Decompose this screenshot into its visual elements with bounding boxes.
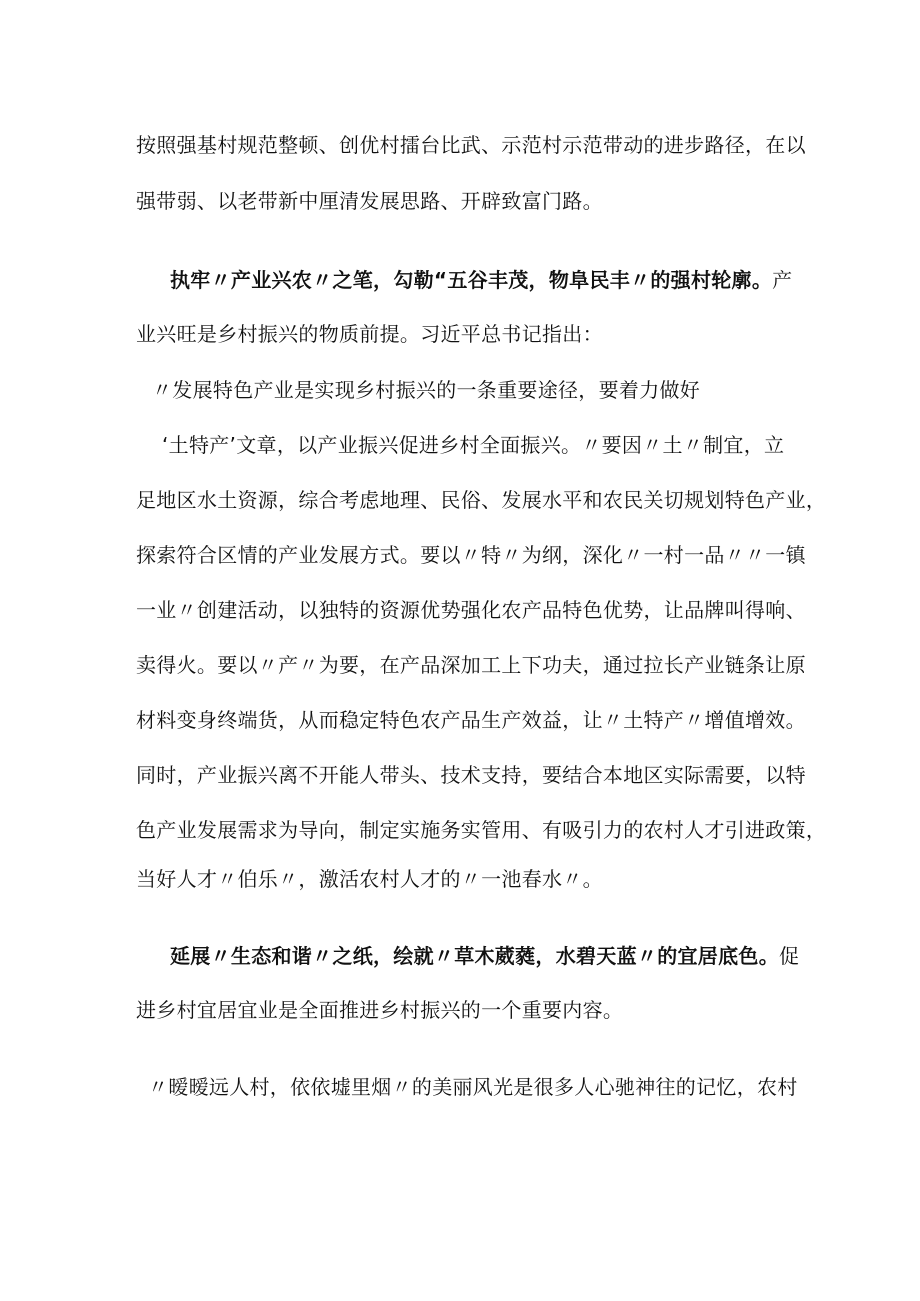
section-heading-line bbox=[170, 942, 799, 970]
paragraph-line: 同时，产业振兴离不开能人带头、技术支持，要结合本地区实际需要，以特 bbox=[136, 763, 806, 787]
paragraph-line: 材料变身终端货，从而稳定特色农产品生产效益，让〃土特产〃增值增效。 bbox=[136, 708, 806, 732]
paragraph-line: ‘土特产’文章，以产业振兴促进乡村全面振兴。〃要因〃土〃制宜，立 bbox=[162, 433, 785, 457]
heading-tail-text: 产 bbox=[772, 268, 793, 292]
paragraph-line: 足地区水土资源，综合考虑地理、民俗、发展水平和农民关切规划特色产业， bbox=[136, 488, 827, 512]
paragraph-line: 按照强基村规范整顿、创优村擂台比武、示范村示范带动的进步路径，在以 bbox=[136, 133, 806, 157]
section-heading: 延展〃生态和谐〃之纸，绘就〃草木葳蕤，水碧天蓝〃的宜居底色。 bbox=[170, 944, 779, 968]
paragraph-line: 当好人才〃伯乐〃，激活农村人才的〃一池春水〃。 bbox=[136, 867, 603, 891]
section-heading-line bbox=[170, 266, 792, 294]
paragraph-line: 强带弱、以老带新中厘清发展思路、开辟致富门路。 bbox=[136, 189, 603, 213]
heading-tail-text: 促 bbox=[779, 944, 800, 968]
paragraph-line: 业兴旺是乡村振兴的物质前提。习近平总书记指出： bbox=[136, 322, 603, 346]
paragraph-line: 〃发展特色产业是实现乡村振兴的一条重要途径，要着力做好 bbox=[152, 378, 701, 402]
paragraph-line: 〃暧暧远人村，依依墟里烟〃的美丽风光是很多人心驰神往的记忆，农村 bbox=[148, 1075, 798, 1099]
paragraph-line: 卖得火。要以〃产〃为要，在产品深加工上下功夫，通过拉长产业链条让原 bbox=[136, 653, 806, 677]
paragraph-line: 进乡村宜居宜业是全面推进乡村振兴的一个重要内容。 bbox=[136, 998, 624, 1022]
paragraph-line: 色产业发展需求为导向，制定实施务实管用、有吸引力的农村人才引进政策， bbox=[136, 818, 827, 842]
paragraph-line: 探索符合区情的产业发展方式。要以〃特〃为纲，深化〃一村一品〃〃一镇 bbox=[136, 543, 806, 567]
paragraph-line: 一业〃创建活动，以独特的资源优势强化农产品特色优势，让品牌叫得响、 bbox=[136, 598, 806, 622]
section-heading: 执牢〃产业兴农〃之笔，勾勒“五谷丰茂，物阜民丰〃的强村轮廓。 bbox=[170, 268, 773, 292]
